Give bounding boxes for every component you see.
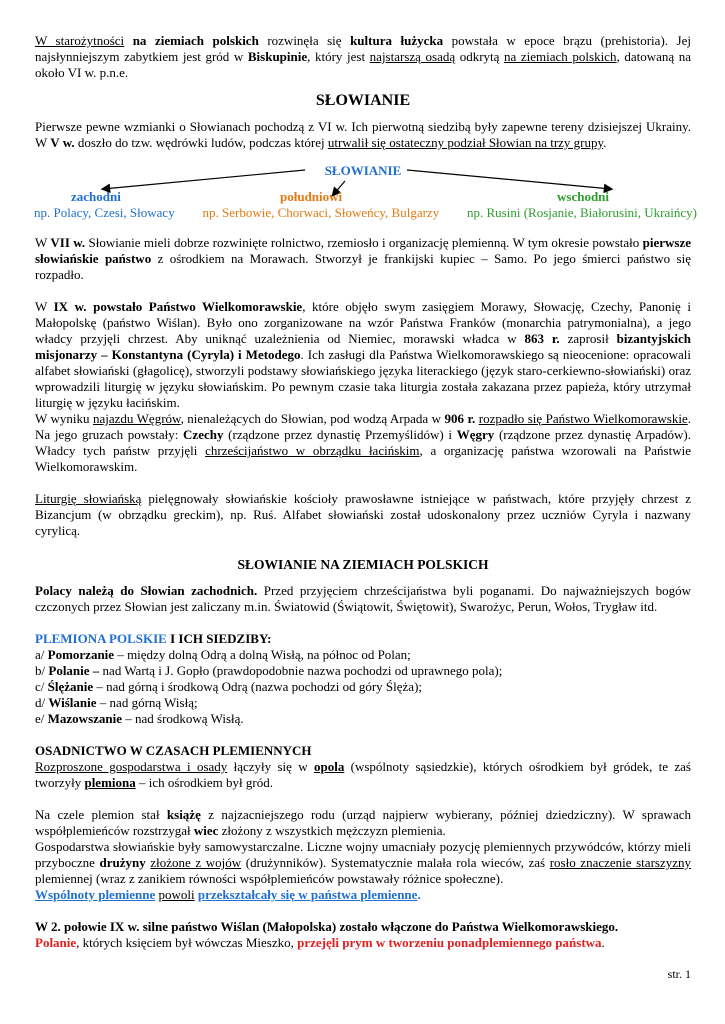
- para-text: Węgry: [456, 427, 495, 442]
- para-text: rosło znaczenie starszyzny: [549, 855, 691, 870]
- diagram-groups: [34, 205, 697, 221]
- tribe-name: Polanie –: [48, 663, 100, 678]
- para-text: W: [35, 299, 54, 314]
- para-text: – ich ośrodkiem był gród.: [135, 775, 273, 790]
- intro-text: powstała w epoce brązu (prehistoria). Jej najsłynniejszym zabytkiem jest gród w: [35, 33, 691, 64]
- para-text: powoli: [158, 887, 195, 902]
- tribes-heading: [35, 631, 691, 647]
- para-text: rozpadło się Państwo Wielkomorawskie: [478, 411, 688, 426]
- para-text: 863 r.: [524, 331, 560, 346]
- intro-text: kultura łużycka: [350, 33, 444, 48]
- page-number: str. 1: [667, 967, 691, 981]
- diagram-title: SŁOWIANIE: [324, 163, 402, 178]
- para-text: .: [601, 935, 605, 950]
- settlement-heading: OSADNICTWO W CZASACH PLEMIENNYCH: [35, 743, 312, 758]
- south-slavs-heading: południowi: [280, 189, 343, 204]
- samo-paragraph: [35, 235, 691, 283]
- intro-text: na ziemiach polskich: [504, 49, 617, 64]
- item-marker: a/: [35, 647, 48, 662]
- para-text: opola: [313, 759, 345, 774]
- para-text: łączyły się w: [227, 759, 314, 774]
- para-text: Rozproszone gospodarstwa i osady: [35, 759, 228, 774]
- para-text: Czechy: [183, 427, 224, 442]
- east-slavs-heading: wschodni: [557, 189, 610, 204]
- tribes-list: [35, 631, 691, 727]
- para-text: V w.: [50, 135, 75, 150]
- para-text: z najzacniejszego rodu (urząd najpierw wybierany, później dziedziczny). W sprawach współplemieńców rozstrzygał: [35, 807, 691, 838]
- para-text: .: [417, 887, 421, 902]
- settlement-paragraph: [35, 759, 691, 791]
- intro-text: [124, 33, 133, 48]
- intro-text: Biskupinie: [247, 49, 308, 64]
- para-text: (rządzone przez dynastię Arpadów). Władcy tych państw przyjęli: [35, 427, 692, 458]
- list-item: [35, 711, 691, 727]
- east-slavs-examples: np. Rusini (Rosjanie, Białorusini, Ukraińcy): [466, 205, 697, 220]
- para-text: Słowianie mieli dobrze rozwinięte rolnictwo, rzemiosło i organizację plemienną. W tym okresie powstało: [85, 235, 643, 250]
- tribe-name: Pomorzanie: [47, 647, 115, 662]
- liturgy-paragraph: [35, 491, 691, 539]
- list-item: [35, 647, 691, 663]
- item-marker: e/: [35, 711, 48, 726]
- tribe-location: – nad środkową Wisłą.: [122, 711, 244, 726]
- west-slavs-examples: np. Polacy, Czesi, Słowacy: [34, 205, 175, 220]
- document-page: [34, 33, 697, 951]
- tribe-location: nad Wartą i J. Gopło (prawdopodobnie nazwa pochodzi od uprawnego pola);: [99, 663, 503, 678]
- intro-text: najstarszą osadą: [369, 49, 456, 64]
- prince-paragraph: [35, 807, 691, 839]
- final-line-2: [35, 935, 691, 951]
- para-text: złożone z wojów: [150, 855, 242, 870]
- para-text: chrześcijaństwo w obrządku łacińskim: [205, 443, 420, 458]
- para-text: Przed przyjęciem chrześcijaństwa byli poganami. Do najważniejszych bogów czczonych przez Słowian jest zaliczany m.in. Światowid (Świątowit, Świętowit), Swarożyc, Perun, Wołos, Trygław itd.: [35, 583, 691, 614]
- item-marker: c/: [35, 679, 48, 694]
- origin-paragraph: [35, 119, 691, 151]
- para-text: pierwsze słowiańskie państwo: [35, 235, 691, 266]
- para-text: , a organizację państwa wzorowali na Państwie Wielkomorawskim.: [35, 443, 691, 474]
- para-text: wiec: [193, 823, 219, 838]
- para-text: W: [35, 235, 51, 250]
- item-marker: d/: [35, 695, 49, 710]
- intro-text: W starożytności: [35, 33, 125, 48]
- para-text: Gospodarstwa słowiańskie były samowystarczalne. Liczne wojny umacniały pozycję plemiennych przywódców, którzy mieli przyboczne: [35, 839, 691, 870]
- para-text: z ośrodkiem na Morawach. Stworzył je frankijski kupiec – Samo. Po jego śmierci państwo się rozpadło.: [35, 251, 691, 282]
- tribe-name: Wiślanie: [48, 695, 97, 710]
- final-line-1: W 2. połowie IX w. silne państwo Wiślan (Małopolska) zostało włączone do Państwa Wielkomorawskiego.: [35, 919, 619, 934]
- tribe-location: – nad górną Wisłą;: [96, 695, 198, 710]
- para-text: książę: [166, 807, 201, 822]
- para-text: bizantyjskich misjonarzy – Konstantyna (Cyryla) i Metodego: [35, 331, 691, 362]
- para-text: , których księciem był wówczas Mieszko,: [76, 935, 298, 950]
- para-text: utrwalił się ostateczny podział Słowian na trzy grupy: [327, 135, 604, 150]
- para-text: przekształcały się w państwa plemienne: [197, 887, 418, 902]
- section-title-polish-lands: SŁOWIANIE NA ZIEMIACH POLSKICH: [237, 557, 489, 572]
- intro-text: rozwinęła się: [258, 33, 351, 48]
- para-text: , które objęło swym zasięgiem Morawy, Słowację, Czechy, Panonię i Małopolskę (państwo Wiślan). Było ono zorganizowane na wzór Państwa Franków (monarchia patrymonialna), a jego władcy przyjęli chrzest. Aby uniknąć uzależnienia od Niemiec, morawski władca w: [35, 299, 691, 346]
- list-item: [35, 679, 691, 695]
- para-text: plemiona: [84, 775, 136, 790]
- para-text: Polacy należą do Słowian zachodnich.: [35, 583, 258, 598]
- para-text: doszło do tzw. wędrówki ludów, podczas której: [74, 135, 328, 150]
- tribes-heading-rest: I ICH SIEDZIBY:: [166, 631, 272, 646]
- tribe-location: – nad górną i środkową Odrą (nazwa pochodzi od góry Ślęża);: [93, 679, 423, 694]
- tribe-name: Ślężanie: [47, 679, 94, 694]
- para-text: pielęgnowały słowiańskie kościoły prawosławne istniejące w państwach, które przyjęły chrzest z Bizancjum (w obrządku greckim), np. Ruś. Alfabet słowiański został udoskonalony przez uczniów Cyryla i nazwany cyrylicą.: [35, 491, 691, 538]
- list-item: [35, 695, 691, 711]
- para-text: najazdu Węgrów: [93, 411, 181, 426]
- intro-text: , datowaną na około VI w. p.n.e.: [35, 49, 691, 80]
- para-text: , nienależących do Słowian, pod wodzą Arpada w: [180, 411, 445, 426]
- para-text: plemiennej (wraz z zanikiem równości współplemieńców powstawały różnice społeczne).: [35, 871, 504, 886]
- para-text: Liturgię słowiańską: [35, 491, 142, 506]
- south-slavs-examples: np. Serbowie, Chorwaci, Słoweńcy, Bulgarzy: [202, 205, 440, 220]
- para-text: W wyniku: [35, 411, 93, 426]
- para-text: Polanie: [35, 935, 77, 950]
- para-text: złożony z wszystkich mężczyzn plemienia.: [218, 823, 446, 838]
- para-text: przejęli prym w tworzeniu ponadplemiennego państwa: [297, 935, 602, 950]
- para-text: (rządzone przez dynastię Przemyślidów) i: [223, 427, 457, 442]
- para-text: .: [603, 135, 607, 150]
- hungarian-invasion-paragraph: [35, 411, 691, 475]
- slavs-division-diagram: [34, 159, 697, 235]
- main-title: SŁOWIANIE: [315, 92, 411, 109]
- para-text: Pierwsze pewne wzmianki o Słowianach pochodzą z VI w. Ich pierwotną siedzibą były zapewne tereny dzisiejszej Ukrainy. W: [35, 119, 691, 150]
- para-text: 906 r.: [444, 411, 476, 426]
- intro-text: odkrytą: [455, 49, 505, 64]
- para-text: IX w. powstało Państwo Wielkomorawskie: [53, 299, 303, 314]
- para-text: (drużynników). Systematycznie malała rola wieców, zaś: [241, 855, 550, 870]
- economy-paragraph: [35, 839, 691, 887]
- religion-paragraph: [35, 583, 691, 615]
- para-text: . Na jego gruzach powstały:: [35, 411, 691, 442]
- para-text: drużyny: [99, 855, 146, 870]
- list-item: [35, 663, 691, 679]
- intro-paragraph: [35, 33, 691, 81]
- tribe-name: Mazowszanie: [47, 711, 123, 726]
- west-slavs-heading: zachodni: [71, 189, 121, 204]
- tribe-location: – między dolną Odrą a dolną Wisłą, na północ od Polan;: [114, 647, 411, 662]
- intro-text: , który jest: [307, 49, 370, 64]
- para-text: Na czele plemion stał: [35, 807, 167, 822]
- tribes-heading-blue: PLEMIONA POLSKIE: [35, 631, 167, 646]
- para-text: (wspólnoty sąsiedzkie), których ośrodkiem był gródek, te zaś tworzyły: [35, 759, 691, 790]
- item-marker: b/: [35, 663, 49, 678]
- para-text: . Ich zasługi dla Państwa Wielkomorawskiego są nieocenione: opracowali alfabet słowiański (głagolicę), stworzyli podstawy słowiańskiego języka literackiego (język staro-cerkiewno-słowiański) oraz wprowadzili liturgię w języku słowiańskim. Po pewnym czasie taka liturgia została zakazana przez papieża, który utrzymał liturgię w języku łacińskim.: [35, 347, 691, 410]
- great-moravia-paragraph: [35, 299, 691, 411]
- para-text: VII w.: [50, 235, 86, 250]
- para-text: Wspólnoty plemienne: [35, 887, 156, 902]
- tribal-states-line: [35, 887, 691, 903]
- intro-text: na ziemiach polskich: [132, 33, 259, 48]
- para-text: zaprosił: [559, 331, 617, 346]
